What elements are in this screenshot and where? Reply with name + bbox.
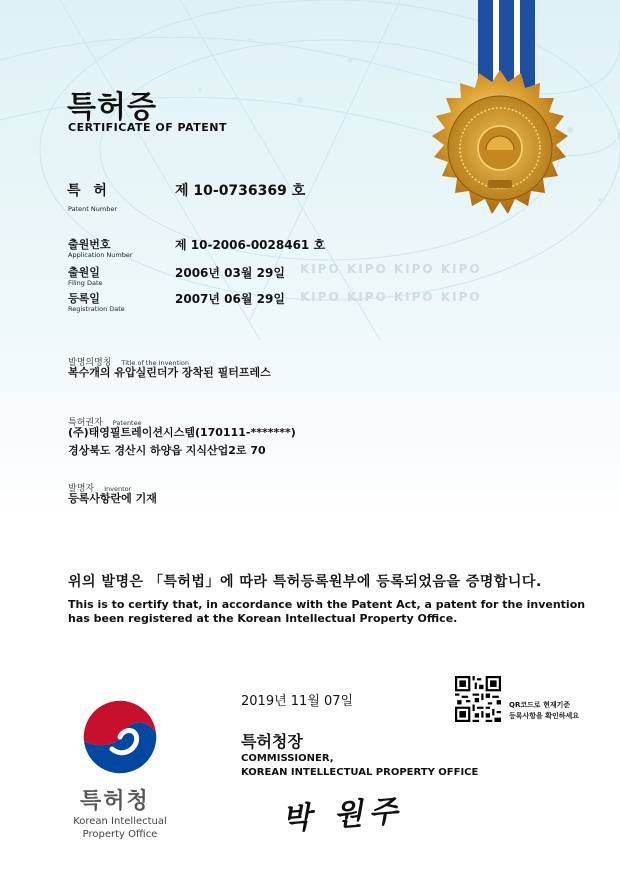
qr-note-line-1: QR코드로 현재기준 (509, 701, 571, 709)
inventor-label-kr: 발명자 (68, 484, 95, 494)
patent-number: 제 10-0736369 호 (175, 183, 306, 199)
patent-label-kr: 특 허 (67, 183, 111, 199)
patent-label-en: Patent Number (68, 205, 118, 213)
commissioner-title-en (241, 752, 478, 780)
inventor-value: 등록사항란에 기재 (68, 492, 157, 505)
qr-note-line-2: 등록사항을 확인하세요 (509, 712, 580, 720)
watermark-line-1: KIPO KIPO KIPO KIPO (300, 262, 482, 276)
certification-kr: 위의 발명은 「특허법」에 따라 특허등록원부에 등록되었음을 증명합니다. (68, 574, 542, 590)
qr-note (509, 700, 579, 722)
patentee-address: 경상북도 경산시 하양읍 지식산업2로 70 (68, 444, 266, 457)
kipo-name-en-line-2: Property Office (82, 829, 158, 840)
filing-label-kr: 출원일 (68, 266, 100, 279)
certification-en-line-1: This is to certify that, in accordance with the Patent Act, a patent for the invention (68, 598, 586, 611)
filing-date: 2006년 03월 29일 (175, 266, 285, 280)
kipo-name-en (58, 815, 182, 841)
kipo-name-en-line-1: Korean Intellectual (73, 816, 167, 827)
watermark-line-2: KIPO KIPO KIPO KIPO (300, 290, 482, 304)
invention-label-kr: 발명의명칭 (68, 358, 112, 368)
patentee-name: (주)태영필트레이션시스템(170111-*******) (68, 426, 296, 439)
commissioner-title-kr: 특허청장 (241, 732, 303, 751)
registration-label-kr: 등록일 (68, 292, 100, 305)
commissioner-title-en-line-1: COMMISSIONER, (241, 753, 334, 764)
issue-date: 2019년 11월 07일 (241, 694, 354, 709)
kipo-logo-icon (80, 697, 160, 777)
patentee-label-en: Patentee (112, 419, 142, 427)
commissioner-title-en-line-2: KOREAN INTELLECTUAL PROPERTY OFFICE (241, 767, 479, 778)
application-label-kr: 출원번호 (68, 238, 111, 251)
patentee-label-kr: 특허권자 (68, 418, 103, 428)
certificate-title-en: CERTIFICATE OF PATENT (68, 121, 227, 134)
registration-date: 2007년 06월 29일 (175, 292, 285, 306)
qr-code (455, 676, 501, 722)
inventor-label-en: Inventor (104, 485, 132, 493)
certificate-title-kr: 특허증 (67, 90, 157, 125)
certification-en-line-2: has been registered at the Korean Intellectual Property Office. (68, 612, 458, 625)
filing-label-en: Filing Date (68, 279, 103, 287)
invention-title: 복수개의 유압실린더가 장착된 필터프레스 (68, 366, 271, 379)
registration-label-en: Registration Date (68, 305, 125, 313)
commissioner-signature: 박 원주 (281, 793, 405, 838)
application-label-en: Application Number (68, 251, 133, 259)
kipo-name-kr: 특허청 (80, 789, 150, 814)
application-number: 제 10-2006-0028461 호 (175, 238, 326, 252)
invention-label-en: Title of the Invention (121, 359, 189, 367)
